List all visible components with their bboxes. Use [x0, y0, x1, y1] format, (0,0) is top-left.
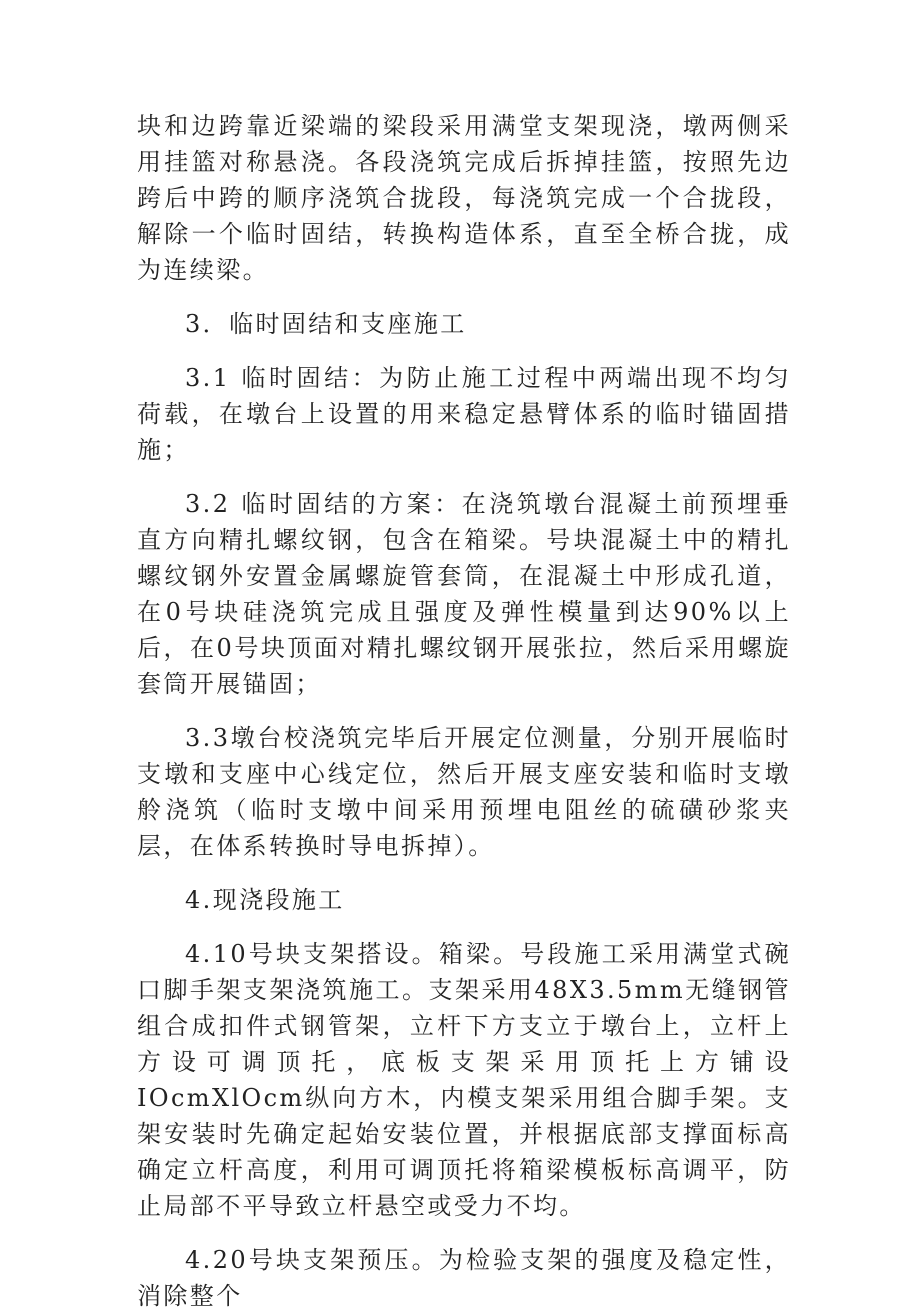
section-heading-3: 3．临时固结和支座施工 — [185, 310, 467, 338]
paragraph-4-2: 4.20号块支架预压。为检验支架的强度及稳定性，消除整个 — [137, 1246, 791, 1310]
paragraph-4-1: 4.10号块支架搭设。箱梁。号段施工采用满堂式碗口脚手架支架浇筑施工。支架采用48X3.5mm无缝钢管组合成扣件式钢管架，立杆下方支立于墩台上，立杆上方设可调顶托，底板支架采用顶托上方铺设IOcmXlOcm纵向方木，内模支架采用组合脚手架。支架安装时先确定起始安装位置，并根据底部支撑面标高确定立杆高度，利用可调顶托将箱梁模板标高调平，防止局部不平导致立杆悬空或受力不均。 — [137, 940, 791, 1220]
paragraph-3-3: 3.3墩台校浇筑完毕后开展定位测量，分别开展临时支墩和支座中心线定位，然后开展支座安装和临时支墩舲浇筑（临时支墩中间采用预埋电阻丝的硫磺砂浆夹层，在体系转换时导电拆掉）。 — [137, 724, 791, 860]
paragraph-3-2: 3.2 临时固结的方案：在浇筑墩台混凝土前预埋垂直方向精扎螺纹钢，包含在箱梁。号块混凝土中的精扎螺纹钢外安置金属螺旋管套筒，在混凝土中形成孔道，在0号块硅浇筑完成且强度及弹性模量到达90%以上后，在0号块顶面对精扎螺纹钢开展张拉，然后采用螺旋套筒开展锚固； — [137, 490, 791, 698]
section-heading-4: 4.现浇段施工 — [185, 886, 345, 914]
paragraph-continuation: 块和边跨靠近梁端的梁段采用满堂支架现浇，墩两侧采用挂篮对称悬浇。各段浇筑完成后拆掉挂篮，按照先边跨后中跨的顺序浇筑合拢段，每浇筑完成一个合拢段，解除一个临时固结，转换构造体系，直至全桥合拢，成为连续梁。 — [137, 112, 791, 284]
paragraph-3-1: 3.1 临时固结：为防止施工过程中两端出现不均匀荷载，在墩台上设置的用来稳定悬臂体系的临时锚固措施； — [137, 364, 791, 464]
document-page — [137, 108, 791, 1314]
